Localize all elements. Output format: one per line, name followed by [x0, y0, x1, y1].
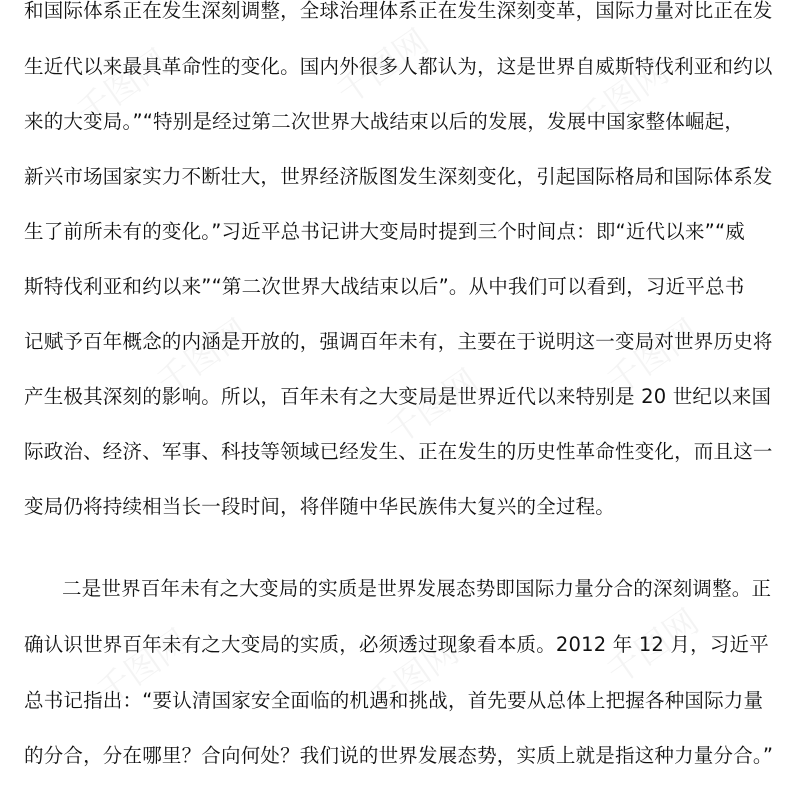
- paragraph-line: 际政治、经济、军事、科技等领域已经发生、正在发生的历史性革命性变化，而且这一: [24, 440, 773, 463]
- paragraph-line: 二是世界百年未有之大变局的实质是世界发展态势即国际力量分合的深刻调整。正: [62, 577, 772, 600]
- paragraph-line: 记赋予百年概念的内涵是开放的，强调百年未有，主要在于说明这一变局对世界历史将: [24, 330, 773, 353]
- paragraph-line: 生近代以来最具革命性的变化。国内外很多人都认为，这是世界自威斯特伐利亚和约以: [24, 55, 773, 78]
- paragraph-line: 生了前所未有的变化。”习近平总书记讲大变局时提到三个时间点：即“近代以来”“威: [24, 220, 745, 243]
- paragraph-line: 新兴市场国家实力不断壮大，世界经济版图发生深刻变化，引起国际格局和国际体系发: [24, 165, 773, 188]
- paragraph-line: 确认识世界百年未有之大变局的实质，必须透过现象看本质。2012 年 12 月，习近平: [24, 633, 769, 656]
- paragraph-line: 产生极其深刻的影响。所以，百年未有之大变局是世界近代以来特别是 20 世纪以来国: [24, 385, 772, 408]
- paragraph-line: 斯特伐利亚和约以来”“第二次世界大战结束以后”。从中我们可以看到，习近平总书: [24, 275, 745, 298]
- paragraph-line: 的分合，分在哪里？合向何处？我们说的世界发展态势，实质上就是指这种力量分合。”: [24, 744, 774, 767]
- paragraph-line: 来的大变局。”“特别是经过第二次世界大战结束以后的发展，发展中国家整体崛起，: [24, 110, 745, 133]
- paragraph-line: 总书记指出：“要认清国家安全面临的机遇和挑战，首先要从总体上把握各种国际力量: [24, 689, 764, 712]
- paragraph-line: 变局仍将持续相当长一段时间，将伴随中华民族伟大复兴的全过程。: [24, 495, 616, 518]
- paragraph-line: 和国际体系正在发生深刻调整，全球治理体系正在发生深刻变革，国际力量对比正在发: [24, 0, 773, 22]
